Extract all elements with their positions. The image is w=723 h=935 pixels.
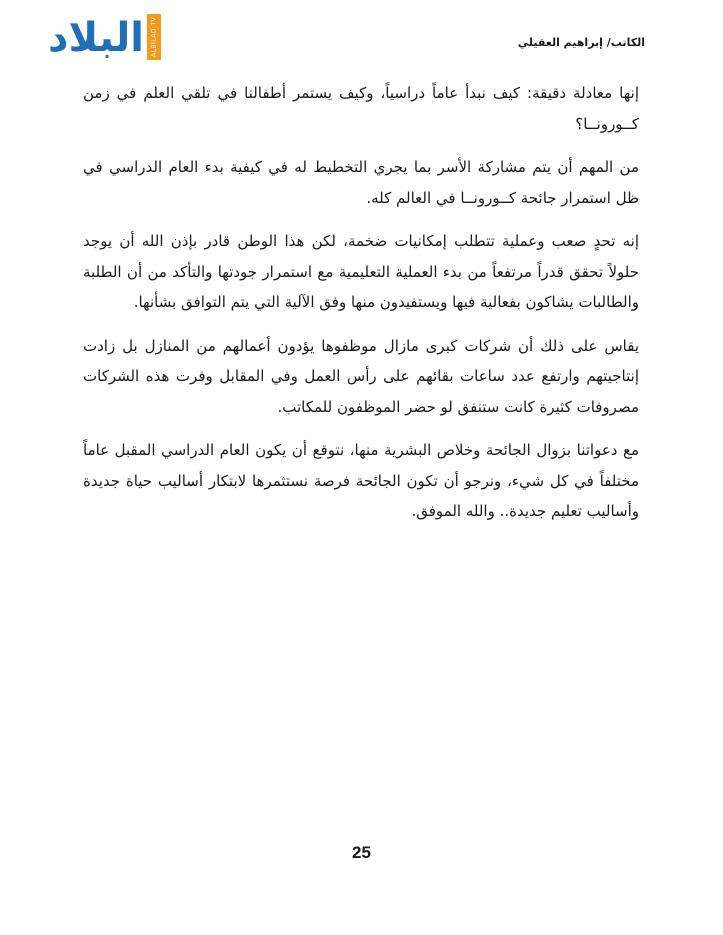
author-line: الكاتب/ إبراهيم العقيلي [517, 36, 645, 49]
article-paragraph: إنه تحدٍ صعب وعملية تتطلب إمكانيات ضخمة، لكن هذا الوطن قادر بإذن الله أن يوجد حلولاً تحقق قدراً مرتفعاً من بدء العملية التعليمية مع استمرار جودتها والتأكد من أن الطلبة والطالبات يشاكون بفعالية فيها ويستفيدون منها وفق الآلية التي يتم التوافق بشأنها. [83, 232, 639, 311]
article-paragraph: يقاس على ذلك أن شركات كبرى مازال موظفوها يؤدون أعمالهم من المنازل بل زادت إنتاجيتهم وارتفع عدد ساعات بقائهم على رأس العمل وفي المقابل وفرت هذه الشركات مصروفات كثيرة كانت ستنفق لو حضر الموظفون للمكاتب. [83, 336, 639, 416]
page-number: 25 [352, 843, 371, 862]
logo-tv-tag: ALBILAD TV [147, 14, 161, 60]
article-paragraph: مع دعواتنا بزوال الجائحة وخلاص البشرية منها، نتوقع أن يكون العام الدراسي المقبل عاماً مختلفاً في كل شيء، ونرجو أن تكون الجائحة فرصة نستثمرها لابتكار أساليب حياة جديدة وأساليب تعليم جديدة.. والله الموفق. [83, 441, 639, 520]
logo-wordmark: البلاد [48, 15, 144, 61]
article-body [83, 78, 639, 540]
article-paragraph: من المهم أن يتم مشاركة الأسر بما يجري التخطيط له في كيفية بدء العام الدراسي في ظل استمرار جائحة كــورونــا في العالم كله. [83, 158, 639, 207]
article-paragraph: إنها معادلة دقيقة: كيف نبدأ عاماً دراسياً، وكيف يستمر أطفالنا في تلقي العلم في زمن كــورونــا؟ [83, 84, 639, 133]
albilad-logo [48, 16, 188, 66]
